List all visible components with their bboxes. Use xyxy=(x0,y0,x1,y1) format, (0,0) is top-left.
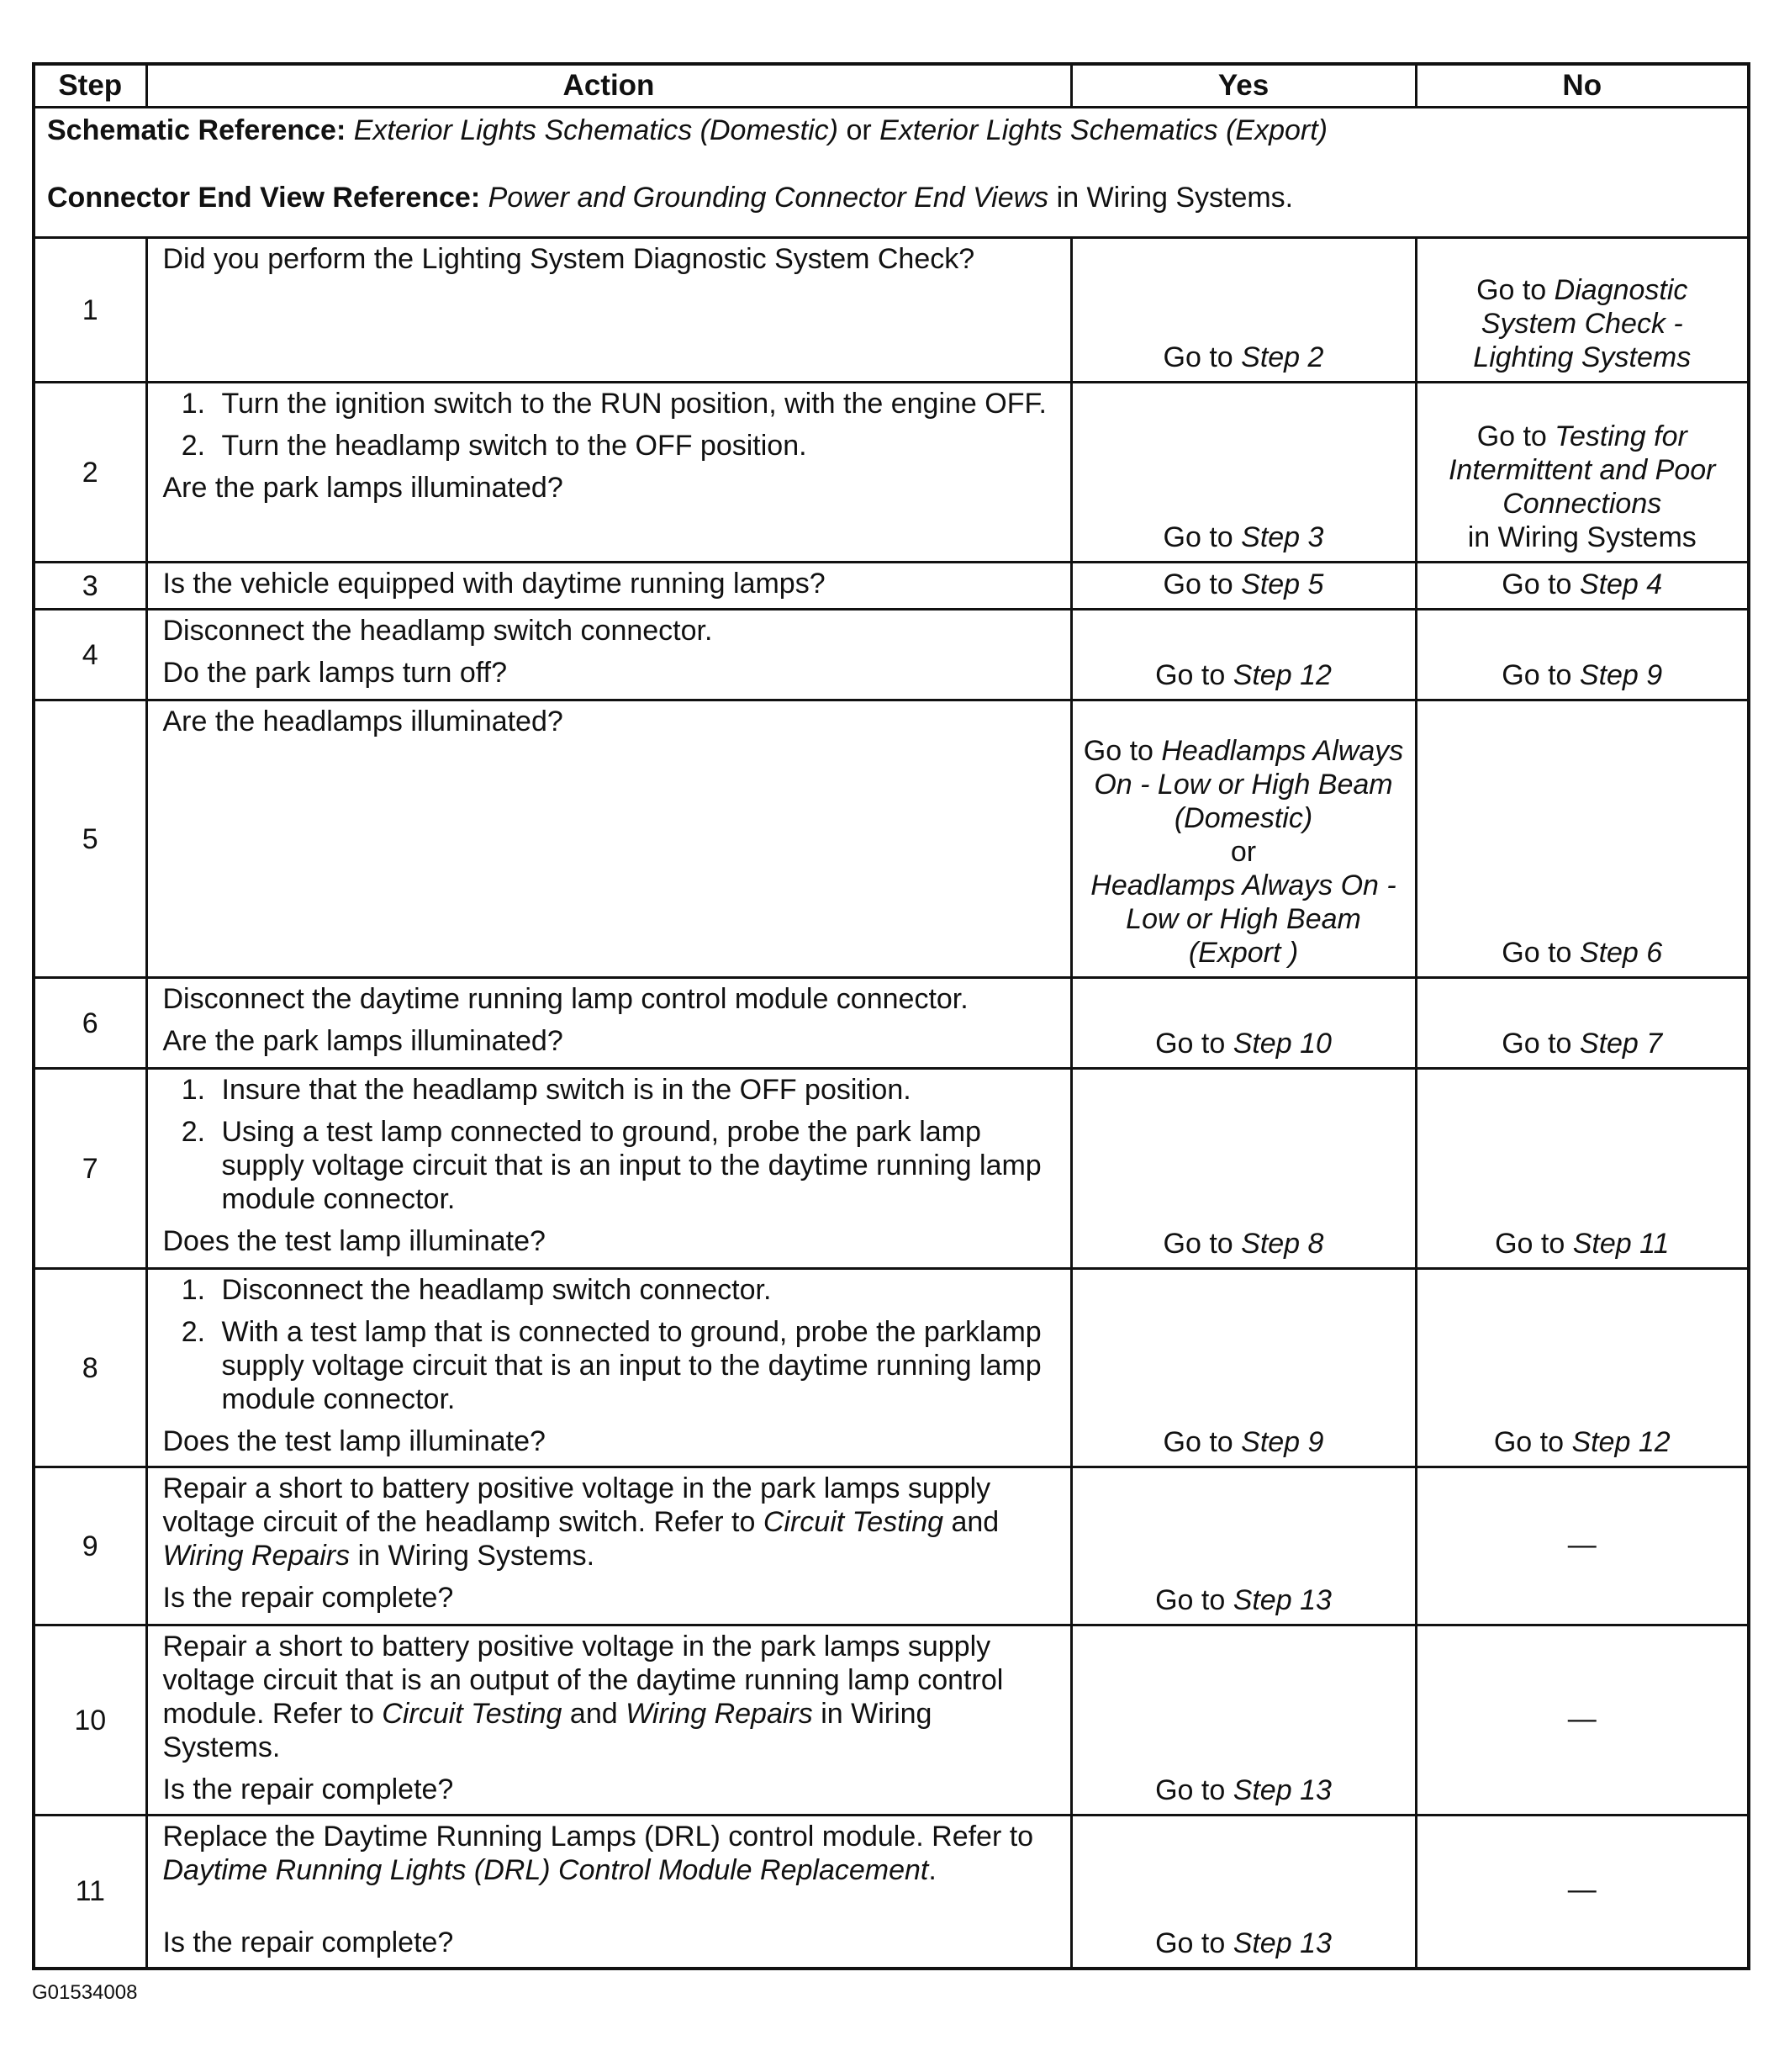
action-text-b: and xyxy=(943,1506,1000,1538)
action-cell xyxy=(146,383,1071,563)
header-no: No xyxy=(1416,64,1749,108)
no-link[interactable]: Step 12 xyxy=(1571,1426,1671,1458)
action-list-item: 1. Disconnect the headlamp switch connector. xyxy=(214,1273,1055,1307)
action-text-a: Replace the Daytime Running Lamps (DRL) control module. Refer to xyxy=(162,1821,1034,1853)
action-link-circuit-testing[interactable]: Circuit Testing xyxy=(763,1506,944,1538)
yes-cell xyxy=(1071,1625,1416,1816)
table-row xyxy=(34,383,1749,563)
action-list-item: 2. Turn the headlamp switch to the OFF position. xyxy=(214,429,1055,462)
action-list xyxy=(163,387,1055,462)
yes-link[interactable]: Step 13 xyxy=(1233,1774,1332,1806)
no-cell xyxy=(1416,238,1749,383)
no-prefix: Go to xyxy=(1495,1228,1573,1260)
action-text: Disconnect the daytime running lamp control module connector. xyxy=(162,983,969,1015)
step-number: 11 xyxy=(34,1816,146,1969)
no-prefix: Go to xyxy=(1502,1028,1580,1060)
action-list-item: 1. Insure that the headlamp switch is in the OFF position. xyxy=(214,1073,1055,1107)
table-row xyxy=(34,1816,1749,1969)
yes-prefix: Go to xyxy=(1155,659,1233,691)
no-cell xyxy=(1416,700,1749,978)
no-link[interactable]: Step 11 xyxy=(1572,1228,1670,1260)
table-row xyxy=(34,1269,1749,1467)
action-text: Is the vehicle equipped with daytime running lamps? xyxy=(162,568,826,600)
yes-prefix: Go to xyxy=(1083,735,1162,767)
no-cell: — xyxy=(1416,1816,1749,1969)
table-row xyxy=(34,978,1749,1069)
action-cell xyxy=(146,563,1071,610)
action-text-c: in Wiring Systems. xyxy=(162,1698,932,1763)
header-action: Action xyxy=(146,64,1071,108)
table-row xyxy=(34,1625,1749,1816)
action-cell xyxy=(146,1816,1071,1969)
yes-cell xyxy=(1071,563,1416,610)
table-row xyxy=(34,700,1749,978)
yes-prefix: Go to xyxy=(1163,568,1242,600)
header-step: Step xyxy=(34,64,146,108)
connector-suffix: in Wiring Systems. xyxy=(1048,182,1294,214)
no-link[interactable]: Step 6 xyxy=(1579,937,1663,969)
no-link[interactable]: Step 9 xyxy=(1579,659,1663,691)
action-list xyxy=(163,1073,1055,1216)
action-link-drl-replacement[interactable]: Daytime Running Lights (DRL) Control Module Replacement xyxy=(162,1854,929,1886)
action-cell xyxy=(146,1467,1071,1625)
action-link-circuit-testing[interactable]: Circuit Testing xyxy=(382,1698,562,1730)
no-prefix: Go to xyxy=(1502,659,1580,691)
step-number: 7 xyxy=(34,1069,146,1269)
no-link[interactable]: Diagnostic System Check - Lighting Systems xyxy=(1473,274,1692,373)
yes-link[interactable]: Step 3 xyxy=(1241,521,1324,553)
yes-prefix: Go to xyxy=(1155,1774,1233,1806)
no-cell xyxy=(1416,383,1749,563)
yes-cell xyxy=(1071,1816,1416,1969)
table-row xyxy=(34,1467,1749,1625)
no-prefix: Go to xyxy=(1476,274,1555,306)
reference-cell xyxy=(34,108,1749,238)
action-text-b: . xyxy=(928,1854,937,1886)
action-question: Are the park lamps illuminated? xyxy=(162,1025,563,1057)
yes-link[interactable]: Step 8 xyxy=(1241,1228,1324,1260)
reference-row xyxy=(34,108,1749,238)
action-question: Does the test lamp illuminate? xyxy=(162,1425,546,1457)
table-row xyxy=(34,238,1749,383)
action-question: Does the test lamp illuminate? xyxy=(162,1225,546,1257)
no-suffix: in Wiring Systems xyxy=(1467,521,1697,553)
yes-cell xyxy=(1071,238,1416,383)
table-row xyxy=(34,563,1749,610)
yes-cell xyxy=(1071,1269,1416,1467)
yes-link[interactable]: Step 5 xyxy=(1241,568,1324,600)
action-text xyxy=(163,1820,1055,1887)
step-number: 6 xyxy=(34,978,146,1069)
action-cell xyxy=(146,610,1071,700)
yes-cell xyxy=(1071,700,1416,978)
connector-reference xyxy=(47,181,1735,214)
action-question: Do the park lamps turn off? xyxy=(162,657,507,689)
action-link-wiring-repairs[interactable]: Wiring Repairs xyxy=(626,1698,813,1730)
yes-prefix: Go to xyxy=(1155,1584,1233,1616)
action-cell xyxy=(146,1069,1071,1269)
action-text xyxy=(163,1630,1055,1764)
schematic-link-domestic[interactable]: Exterior Lights Schematics (Domestic) xyxy=(353,114,839,146)
no-cell xyxy=(1416,610,1749,700)
header-yes: Yes xyxy=(1071,64,1416,108)
action-question: Is the repair complete? xyxy=(162,1927,454,1958)
step-number: 8 xyxy=(34,1269,146,1467)
no-cell xyxy=(1416,978,1749,1069)
action-question: Is the repair complete? xyxy=(162,1773,454,1805)
no-link[interactable]: Step 7 xyxy=(1579,1028,1663,1060)
action-list-item: 2. With a test lamp that is connected to ground, probe the parklamp supply voltage circuit that is an input to the daytime running lamp module connector. xyxy=(214,1315,1055,1416)
connector-label: Connector End View Reference: xyxy=(47,182,481,214)
schematic-reference xyxy=(47,114,1735,147)
action-cell xyxy=(146,238,1071,383)
diagnostic-table xyxy=(32,62,1750,1970)
action-text-a: Repair a short to battery positive voltage in the park lamps supply voltage circuit of the headlamp switch. Refer to xyxy=(162,1472,991,1538)
step-number: 9 xyxy=(34,1467,146,1625)
no-cell xyxy=(1416,563,1749,610)
action-text: Are the headlamps illuminated? xyxy=(162,706,563,737)
yes-link-domestic[interactable]: Headlamps Always On - Low or High Beam (Domestic) xyxy=(1094,735,1404,834)
schematic-or: or xyxy=(838,114,880,146)
no-cell xyxy=(1416,1069,1749,1269)
yes-cell xyxy=(1071,610,1416,700)
no-cell: — xyxy=(1416,1625,1749,1816)
step-number: 10 xyxy=(34,1625,146,1816)
action-cell xyxy=(146,978,1071,1069)
yes-prefix: Go to xyxy=(1163,341,1242,373)
step-number: 3 xyxy=(34,563,146,610)
connector-link[interactable]: Power and Grounding Connector End Views xyxy=(488,182,1049,214)
yes-prefix: Go to xyxy=(1155,1028,1233,1060)
table-row xyxy=(34,610,1749,700)
yes-cell xyxy=(1071,383,1416,563)
action-link-wiring-repairs[interactable]: Wiring Repairs xyxy=(162,1540,351,1572)
yes-link-export[interactable]: Headlamps Always On - Low or High Beam (Export ) xyxy=(1090,870,1396,969)
step-number: 2 xyxy=(34,383,146,563)
action-text-b: and xyxy=(562,1698,626,1730)
step-number: 5 xyxy=(34,700,146,978)
step-number: 4 xyxy=(34,610,146,700)
header-row xyxy=(34,64,1749,108)
yes-prefix: Go to xyxy=(1163,1228,1242,1260)
action-text xyxy=(163,1472,1055,1572)
yes-cell xyxy=(1071,1467,1416,1625)
action-list-item: 1. Turn the ignition switch to the RUN position, with the engine OFF. xyxy=(214,387,1055,420)
no-link[interactable]: Step 4 xyxy=(1579,568,1663,600)
action-cell xyxy=(146,1269,1071,1467)
yes-link[interactable]: Step 10 xyxy=(1233,1028,1332,1060)
no-prefix: Go to xyxy=(1502,568,1580,600)
no-prefix: Go to xyxy=(1493,1426,1572,1458)
yes-link[interactable]: Step 13 xyxy=(1233,1927,1332,1959)
no-link[interactable]: Testing for Intermittent and Poor Connections xyxy=(1448,420,1716,520)
no-cell xyxy=(1416,1269,1749,1467)
yes-link[interactable]: Step 2 xyxy=(1241,341,1324,373)
action-list xyxy=(163,1273,1055,1416)
action-list-item: 2. Using a test lamp connected to ground, probe the park lamp supply voltage circuit that is an input to the daytime running lamp module connector. xyxy=(214,1115,1055,1216)
no-prefix: Go to xyxy=(1476,420,1555,452)
table-row xyxy=(34,1069,1749,1269)
action-text: Did you perform the Lighting System Diagnostic System Check? xyxy=(162,243,975,275)
yes-prefix: Go to xyxy=(1163,1426,1242,1458)
schematic-label: Schematic Reference: xyxy=(47,114,346,146)
yes-or: or xyxy=(1230,836,1257,868)
no-prefix: Go to xyxy=(1502,937,1580,969)
yes-prefix: Go to xyxy=(1163,521,1242,553)
action-question: Is the repair complete? xyxy=(162,1582,454,1614)
action-text: Disconnect the headlamp switch connector. xyxy=(162,615,713,647)
yes-link[interactable]: Step 9 xyxy=(1241,1426,1324,1458)
action-text-a: Repair a short to battery positive voltage in the park lamps supply voltage circuit that is an output of the daytime running lamp control module. Refer to xyxy=(162,1631,1004,1730)
action-cell xyxy=(146,1625,1071,1816)
step-number: 1 xyxy=(34,238,146,383)
action-question: Are the park lamps illuminated? xyxy=(162,472,563,504)
action-text-c: in Wiring Systems. xyxy=(350,1540,595,1572)
yes-link[interactable]: Step 13 xyxy=(1233,1584,1332,1616)
schematic-link-export[interactable]: Exterior Lights Schematics (Export) xyxy=(879,114,1328,146)
yes-prefix: Go to xyxy=(1155,1927,1233,1959)
figure-id: G01534008 xyxy=(32,1981,138,2004)
yes-link[interactable]: Step 12 xyxy=(1233,659,1332,691)
yes-cell xyxy=(1071,1069,1416,1269)
action-cell xyxy=(146,700,1071,978)
no-cell: — xyxy=(1416,1467,1749,1625)
yes-cell xyxy=(1071,978,1416,1069)
